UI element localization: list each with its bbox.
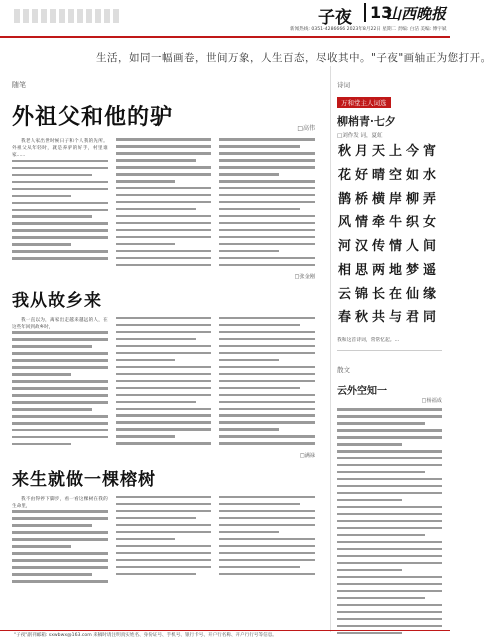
side-label-2: 散文 xyxy=(337,366,350,374)
page-number: 13 xyxy=(364,3,392,22)
article-2-col-3 xyxy=(219,317,315,450)
article-3-body xyxy=(12,496,315,587)
byline-1: □高伟 xyxy=(297,125,315,132)
calligraphy-char: 遥 xyxy=(422,262,436,278)
article-1-col-2 xyxy=(116,138,212,271)
article-title-3: 来生就做一棵榕树 xyxy=(12,469,156,490)
calligraphy-char: 云 xyxy=(337,286,351,302)
masthead xyxy=(0,0,450,38)
calligraphy-char: 思 xyxy=(354,262,368,278)
calligraphy-char: 梦 xyxy=(405,262,419,278)
article-3-col-3 xyxy=(219,496,315,587)
column-label: 随笔 xyxy=(12,81,26,89)
signature-3: □满禄 xyxy=(299,452,315,459)
calligraphy-char: 情 xyxy=(354,215,368,231)
side-article-title: 云外空知一 xyxy=(337,386,387,397)
calligraphy-char: 水 xyxy=(422,167,436,183)
calligraphy-char: 横 xyxy=(371,191,385,207)
calligraphy-char: 锦 xyxy=(354,286,368,302)
side-article-author: □杨福成 xyxy=(421,398,442,404)
side-column xyxy=(330,66,442,632)
calligraphy-char: 与 xyxy=(388,310,402,326)
side-article-body xyxy=(337,408,442,634)
article-3-opening: 我不由得停下脚步，看一看这棵树在我的生命里， xyxy=(12,496,108,510)
article-1-col-1 xyxy=(12,138,108,271)
calligraphy-char: 柳 xyxy=(405,191,419,207)
calligraphy-char: 相 xyxy=(337,262,351,278)
calligraphy-char: 地 xyxy=(388,262,402,278)
calligraphy-char: 君 xyxy=(405,310,419,326)
side-label: 诗词 xyxy=(337,81,350,89)
poem-title: 柳梢青·七夕 xyxy=(337,115,396,128)
article-2-body xyxy=(12,317,315,450)
calligraphy-char: 岸 xyxy=(388,191,402,207)
calligraphy-char: 风 xyxy=(337,215,351,231)
calligraphy-char: 弄 xyxy=(422,191,436,207)
calligraphy-char: 在 xyxy=(388,286,402,302)
poem-author: □刘作发 词，夏虹 xyxy=(337,133,383,139)
article-title-1: 外祖父和他的驴 xyxy=(12,104,174,130)
article-3-col-2 xyxy=(116,496,212,587)
calligraphy-char: 上 xyxy=(388,144,402,159)
calligraphy-char: 空 xyxy=(388,167,402,183)
calligraphy-char: 春 xyxy=(337,310,351,326)
calligraphy-char: 月 xyxy=(354,144,368,159)
calligraphy-char: 秋 xyxy=(354,310,368,326)
calligraphy-artwork xyxy=(337,145,437,333)
calligraphy-char: 同 xyxy=(422,310,436,326)
section-name: 子夜 xyxy=(318,8,352,28)
article-3-col-1 xyxy=(12,496,108,587)
calligraphy-char: 牛 xyxy=(388,215,402,231)
article-1-opening: 我老人家出世时候日子和个人我的先所。外祖父从年轻时，就是养驴的好手，村里谁家...... xyxy=(12,139,108,159)
calligraphy-char: 情 xyxy=(388,239,402,254)
masthead-info: 新闻热线: 0351-4286666 2023年8月22日 星期二 责编: 白洁 美编: 傅宇斌 xyxy=(290,27,447,32)
calligraphy-char: 秋 xyxy=(337,144,351,159)
article-2-col-2 xyxy=(116,317,212,450)
calligraphy-char: 人 xyxy=(405,239,419,254)
calligraphy-note: 我和这首诗词，常常忆起。... xyxy=(337,338,400,343)
calligraphy-char: 今 xyxy=(405,144,419,159)
masthead-decoration xyxy=(14,8,154,30)
calligraphy-char: 长 xyxy=(371,286,385,302)
article-1-body xyxy=(12,138,315,271)
calligraphy-char: 宵 xyxy=(422,144,436,159)
side-banner: 万和堂主人词选 xyxy=(337,97,391,108)
main-column xyxy=(12,66,315,632)
calligraphy-char: 两 xyxy=(371,262,385,278)
calligraphy-char: 晴 xyxy=(371,167,385,183)
calligraphy-char: 传 xyxy=(371,239,385,254)
slogan: 生活，如同一幅画卷，世间万象，人生百态，尽收其中。"子夜"画轴正为您打开。 xyxy=(96,52,492,64)
calligraphy-char: 河 xyxy=(337,239,351,254)
calligraphy-char: 女 xyxy=(422,215,436,231)
calligraphy-char: 桥 xyxy=(354,191,368,207)
calligraphy-char: 织 xyxy=(405,215,419,231)
calligraphy-char: 牵 xyxy=(371,215,385,231)
article-title-2: 我从故乡来 xyxy=(12,290,102,311)
paper-logo: 山西晚报 xyxy=(386,5,447,23)
calligraphy-char: 如 xyxy=(405,167,419,183)
article-2-col-1 xyxy=(12,317,108,450)
calligraphy-char: 仙 xyxy=(405,286,419,302)
calligraphy-char: 花 xyxy=(337,167,351,183)
calligraphy-char: 好 xyxy=(354,167,368,183)
article-2-opening: 我一直以为，离家出走越来越远的人，在这些年回到故乡时， xyxy=(12,317,108,330)
calligraphy-char: 共 xyxy=(371,310,385,326)
footer: "子夜"副刊邮箱: sxwbwx@163.com 来稿时请注明真实姓名、身份证号、手机号、银行卡号、开户行名称、开户行行号等信息。 xyxy=(0,630,450,640)
calligraphy-char: 汉 xyxy=(354,239,368,254)
calligraphy-char: 间 xyxy=(422,239,436,254)
signature-2: □张金刚 xyxy=(294,273,315,280)
calligraphy-char: 天 xyxy=(371,144,385,159)
article-1-col-3 xyxy=(219,138,315,271)
side-divider xyxy=(337,350,442,351)
calligraphy-char: 鹊 xyxy=(337,191,351,207)
calligraphy-char: 缘 xyxy=(422,286,436,302)
